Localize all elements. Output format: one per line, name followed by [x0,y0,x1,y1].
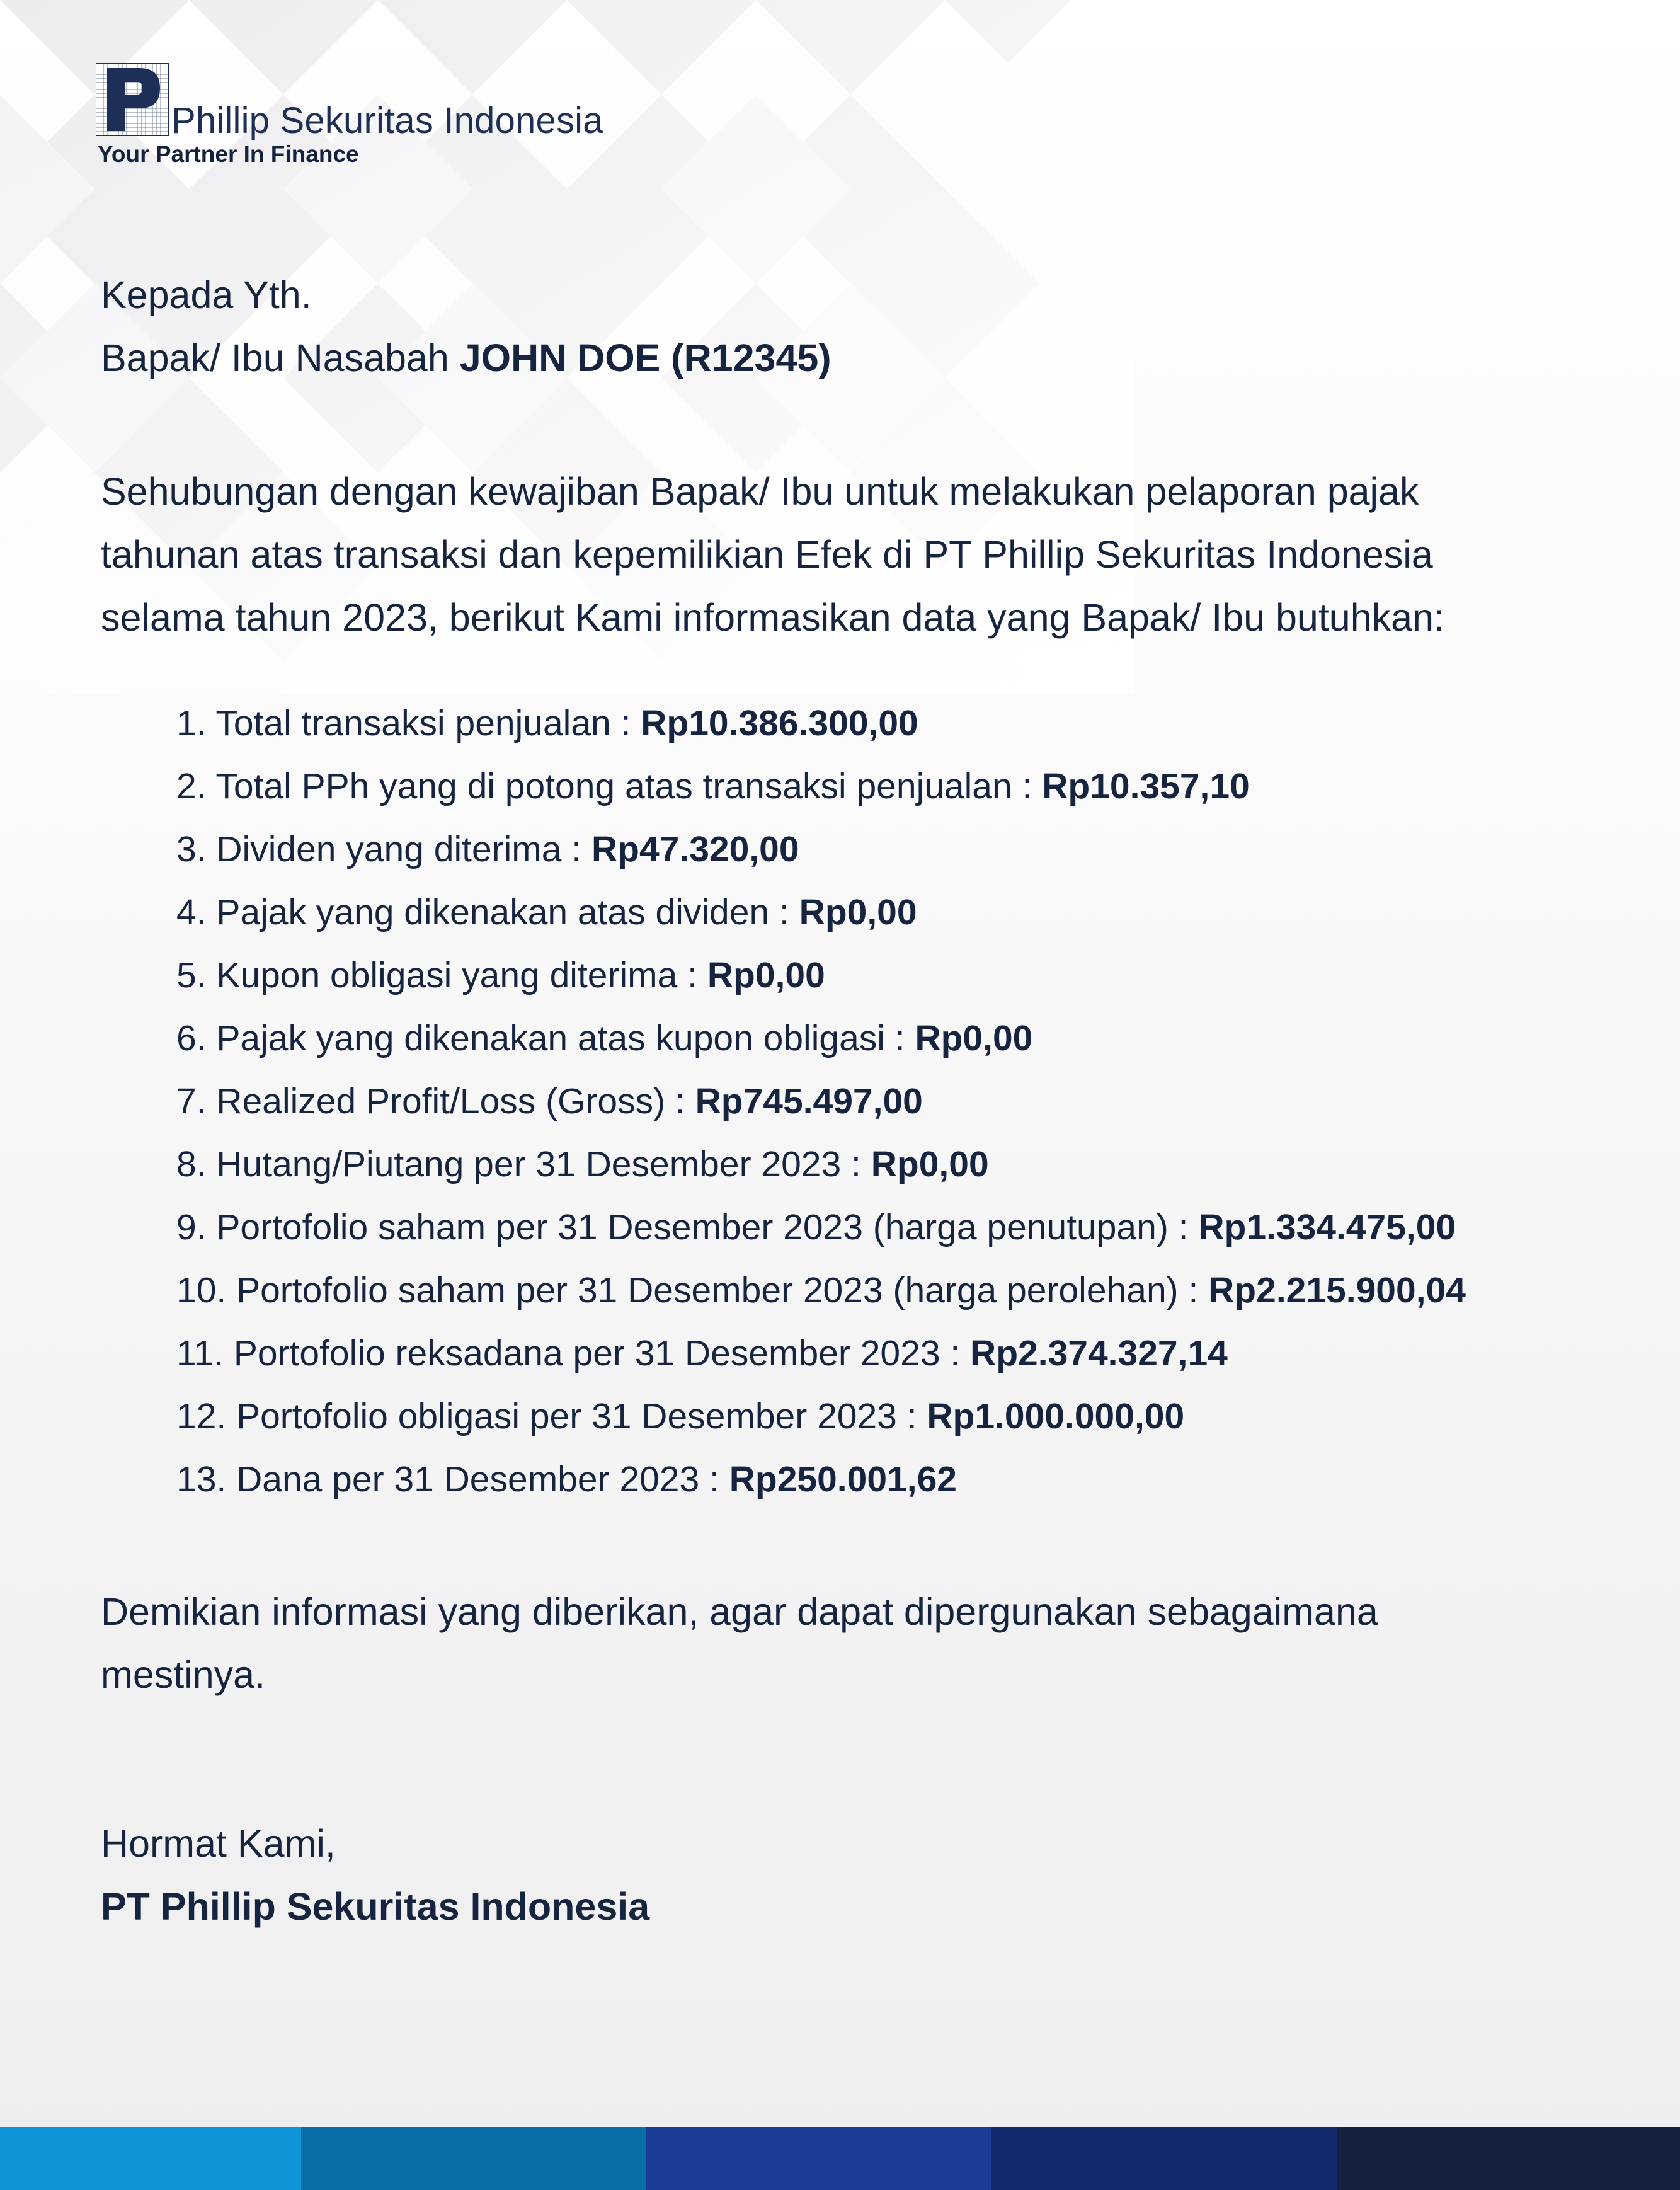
closing-paragraph [101,1580,1378,1706]
item-label: 7. Realized Profit/Loss (Gross) : [176,1081,695,1121]
footer-segment [991,2127,1337,2190]
item-label: 12. Portofolio obligasi per 31 Desember 2023 : [176,1396,927,1436]
tax-info-list [176,692,1466,1511]
item-label: 6. Pajak yang dikenakan atas kupon obligasi : [176,1018,915,1058]
item-value: Rp1.334.475,00 [1198,1207,1456,1247]
salutation [101,263,831,389]
closing-line: Demikian informasi yang diberikan, agar dapat dipergunakan sebagaimana [101,1590,1378,1633]
item-label: 4. Pajak yang dikenakan atas dividen : [176,892,799,932]
list-item [176,1385,1466,1448]
item-value: Rp2.374.327,14 [970,1333,1228,1373]
item-value: Rp2.215.900,04 [1208,1270,1466,1310]
signoff-text: Hormat Kami, [101,1822,336,1865]
closing-line: mestinya. [101,1653,266,1696]
item-label: 11. Portofolio reksadana per 31 Desember 2023 : [176,1333,971,1373]
list-item [176,1007,1466,1070]
item-label: 1. Total transaksi penjualan : [176,703,641,743]
footer-segment [301,2127,646,2190]
list-item [176,1448,1466,1511]
item-label: 9. Portofolio saham per 31 Desember 2023 (harga penutupan) : [176,1207,1199,1247]
item-value: Rp0,00 [915,1018,1033,1058]
greeting: Kepada Yth. [101,273,312,316]
item-value: Rp250.001,62 [729,1459,957,1499]
item-label: 13. Dana per 31 Desember 2023 : [176,1459,729,1499]
list-item [176,1196,1466,1259]
item-value: Rp47.320,00 [591,829,799,869]
item-value: Rp0,00 [871,1144,989,1184]
addressee-name: JOHN DOE (R12345) [459,336,831,379]
item-label: 3. Dividen yang diterima : [176,829,591,869]
list-item [176,818,1466,881]
intro-paragraph [101,460,1625,649]
list-item [176,692,1466,755]
signoff-company: PT Phillip Sekuritas Indonesia [101,1885,650,1928]
intro-line: selama tahun 2023, berikut Kami informasikan data yang Bapak/ Ibu butuhkan: [101,596,1444,639]
item-value: Rp10.357,10 [1042,766,1250,806]
item-label: 5. Kupon obligasi yang diterima : [176,955,707,995]
intro-line: tahunan atas transaksi dan kepemilikian Efek di PT Phillip Sekuritas Indonesia [101,533,1433,576]
list-item [176,944,1466,1007]
logo-tagline: Your Partner In Finance [98,141,359,167]
list-item [176,1133,1466,1196]
footer-color-bar [0,2127,1680,2190]
addressee-line [101,326,831,389]
item-value: Rp745.497,00 [695,1081,923,1121]
list-item [176,881,1466,944]
item-value: Rp0,00 [799,892,917,932]
phillip-logo-mark-icon [96,63,169,136]
item-label: 10. Portofolio saham per 31 Desember 2023 (harga perolehan) : [176,1270,1209,1310]
list-item [176,1259,1466,1322]
addressee-prefix: Bapak/ Ibu Nasabah [101,336,449,379]
footer-segment [0,2127,301,2190]
footer-segment [1337,2127,1680,2190]
list-item [176,1070,1466,1133]
item-value: Rp0,00 [707,955,825,995]
item-label: 8. Hutang/Piutang per 31 Desember 2023 : [176,1144,871,1184]
item-value: Rp1.000.000,00 [927,1396,1185,1436]
item-value: Rp10.386.300,00 [641,703,918,743]
list-item [176,755,1466,818]
intro-line: Sehubungan dengan kewajiban Bapak/ Ibu untuk melakukan pelaporan pajak [101,470,1419,513]
item-label: 2. Total PPh yang di potong atas transaksi penjualan : [176,766,1043,806]
logo-company-name: Phillip Sekuritas Indonesia [171,100,603,141]
signoff-block [101,1812,649,1938]
footer-segment [646,2127,991,2190]
list-item [176,1322,1466,1385]
